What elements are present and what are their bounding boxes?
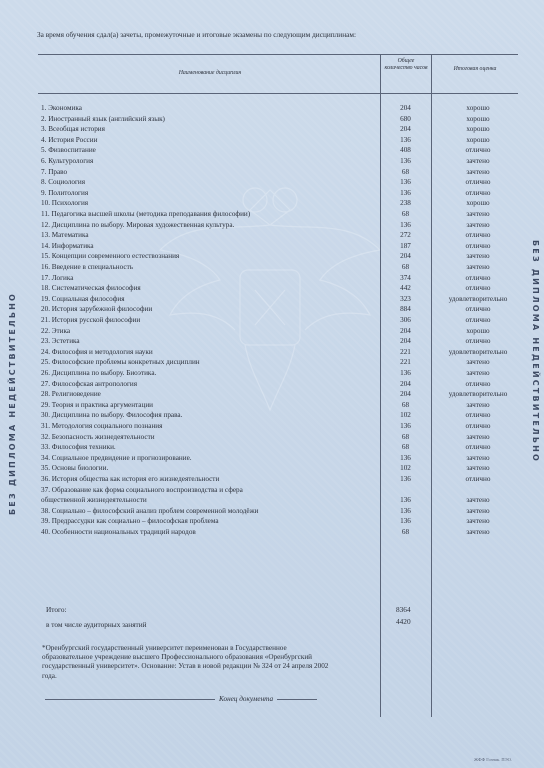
- table-row: [0, 432, 544, 443]
- discipline-hours: 136: [400, 369, 411, 377]
- table-row: [0, 135, 544, 146]
- table-row: [0, 453, 544, 464]
- table-row: [0, 485, 544, 496]
- discipline-grade: зачтено: [466, 464, 490, 473]
- discipline-grade: отлично: [465, 188, 491, 197]
- discipline-grade: отлично: [465, 273, 491, 282]
- discipline-name: 8. Социология: [41, 178, 86, 187]
- discipline-hours: 221: [400, 358, 411, 367]
- discipline-grade: отлично: [465, 443, 491, 452]
- discipline-hours: 374: [400, 273, 411, 282]
- discipline-grade: зачтено: [466, 157, 490, 165]
- table-row: [0, 506, 544, 517]
- discipline-name: 2. Иностранный язык (английский язык): [41, 114, 165, 123]
- table-row: [0, 304, 544, 315]
- discipline-grade: отлично: [465, 316, 491, 324]
- table-row: [0, 156, 544, 167]
- footnote: *Оренбургский государственный университет переименован в Государственное образовательное учреждение высшего Профессионального образования «Оренбургский государственный университет». Основание: Устав в новой редакции № 324 от 24 апреля 2002 года.: [42, 644, 329, 680]
- discipline-grade: отлично: [465, 411, 491, 420]
- discipline-grade: отлично: [465, 146, 491, 155]
- discipline-name: 39. Предрассудки как социально – философская проблема: [41, 517, 219, 526]
- printer-mark: ЖФФ Гознак. ПЭО.: [474, 757, 512, 762]
- end-of-document-label: Конец документа: [219, 695, 274, 703]
- table-row: [0, 198, 544, 209]
- discipline-grade: хорошо: [466, 104, 490, 112]
- table-row: [0, 527, 544, 538]
- discipline-hours: 136: [400, 517, 411, 526]
- discipline-hours: 68: [401, 528, 410, 536]
- discipline-grade: хорошо: [466, 125, 490, 134]
- table-row: [0, 516, 544, 527]
- discipline-name: 20. История зарубежной философии: [41, 305, 153, 314]
- table-row: [0, 145, 544, 156]
- header-hours: Общее количество часов: [384, 58, 428, 71]
- table-row: [0, 262, 544, 273]
- table-row: [0, 347, 544, 358]
- table-row: [0, 495, 544, 506]
- discipline-grade: удовлетворительно: [448, 347, 508, 356]
- discipline-grade: зачтено: [466, 210, 490, 218]
- discipline-grade: зачтено: [466, 263, 490, 271]
- discipline-hours: 68: [401, 400, 410, 409]
- discipline-name: 1. Экономика: [41, 104, 82, 112]
- discipline-grade: зачтено: [466, 528, 490, 536]
- table-row: [0, 442, 544, 453]
- auditorium-value: 4420: [396, 617, 411, 626]
- discipline-grade: отлично: [465, 475, 491, 483]
- discipline-grade: зачтено: [466, 432, 490, 441]
- discipline-hours: 884: [400, 305, 411, 314]
- discipline-name: 38. Социально – философский анализ проблем современной молодёжи: [41, 506, 259, 515]
- table-row: [0, 283, 544, 294]
- table-row: [0, 188, 544, 199]
- table-top-border: [38, 54, 518, 55]
- table-row: [0, 294, 544, 305]
- discipline-hours: 204: [400, 104, 411, 112]
- discipline-grade: хорошо: [466, 135, 490, 144]
- end-of-document: [41, 695, 341, 703]
- discipline-name: 26. Дисциплина по выбору. Биоэтика.: [41, 369, 157, 377]
- discipline-hours: 136: [400, 506, 411, 515]
- discipline-hours: 136: [400, 453, 411, 462]
- discipline-grade: отлично: [465, 379, 491, 388]
- discipline-hours: 442: [400, 284, 411, 293]
- discipline-hours: 323: [400, 294, 411, 303]
- table-row: [0, 410, 544, 421]
- table-row: [0, 421, 544, 432]
- discipline-hours: 680: [400, 114, 411, 123]
- table-row: [0, 241, 544, 252]
- discipline-grade: отлично: [465, 231, 491, 240]
- discipline-name: 40. Особенности национальных традиций народов: [41, 528, 196, 536]
- discipline-hours: 136: [400, 496, 411, 505]
- discipline-name: 33. Философия техники.: [41, 443, 116, 452]
- discipline-name: 3. Всеобщая история: [41, 125, 105, 134]
- discipline-name: 9. Политология: [41, 188, 89, 197]
- table-row: [0, 209, 544, 220]
- table-row: [0, 474, 544, 485]
- auditorium-label: в том числе аудиторных занятий: [46, 620, 147, 629]
- discipline-hours: 68: [401, 167, 410, 176]
- discipline-hours: 204: [400, 125, 411, 134]
- discipline-name: 17. Логика: [41, 273, 74, 282]
- discipline-hours: 136: [400, 157, 411, 165]
- table-row: [0, 463, 544, 474]
- discipline-name: 21. История русской философии: [41, 316, 141, 324]
- discipline-hours: 68: [401, 432, 410, 441]
- discipline-name: 32. Безопасность жизнедеятельности: [41, 432, 155, 441]
- table-row: [0, 177, 544, 188]
- discipline-grade: отлично: [465, 305, 491, 314]
- discipline-grade: зачтено: [466, 252, 490, 261]
- discipline-grade: зачтено: [466, 496, 490, 505]
- discipline-hours: 238: [400, 199, 411, 208]
- discipline-hours: 187: [400, 241, 411, 250]
- header-grade: Итоговая оценка: [453, 66, 497, 72]
- side-warning-right: БЕЗ ДИПЛОМА НЕДЕЙСТВИТЕЛЬНО: [531, 240, 540, 464]
- discipline-name: 23. Эстетика: [41, 337, 80, 346]
- discipline-name: 19. Социальная философия: [41, 294, 125, 303]
- discipline-grade: отлично: [465, 284, 491, 293]
- end-dash-left: [45, 699, 215, 700]
- table-row: [0, 389, 544, 400]
- discipline-name: 18. Систематическая философия: [41, 284, 141, 293]
- discipline-name: 10. Психология: [41, 199, 89, 208]
- discipline-grade: зачтено: [466, 453, 490, 462]
- discipline-hours: 204: [400, 390, 411, 399]
- table-row: [0, 124, 544, 135]
- discipline-grade: отлично: [465, 337, 491, 346]
- discipline-name: 31. Методология социального познания: [41, 422, 163, 430]
- discipline-hours: 204: [400, 337, 411, 346]
- discipline-name: 28. Религиоведение: [41, 390, 101, 399]
- discipline-name: 30. Дисциплина по выбору. Философия права.: [41, 411, 183, 420]
- discipline-name: 37. Образование как форма социального воспроизводства и сфера: [41, 485, 243, 494]
- discipline-hours: 306: [400, 316, 411, 324]
- table-row: [0, 326, 544, 337]
- discipline-hours: 68: [401, 443, 410, 452]
- discipline-hours: 102: [400, 464, 411, 473]
- discipline-name: 4. История России: [41, 135, 98, 144]
- discipline-hours: 204: [400, 379, 411, 388]
- table-row: [0, 273, 544, 284]
- header-discipline: Наименование дисциплин: [178, 70, 242, 76]
- discipline-hours: 136: [400, 220, 411, 229]
- discipline-grade: зачтено: [466, 517, 490, 526]
- discipline-name: 24. Философия и методология науки: [41, 347, 153, 356]
- discipline-grade: отлично: [465, 241, 491, 250]
- discipline-hours: 204: [400, 252, 411, 261]
- discipline-grade: зачтено: [466, 400, 490, 409]
- table-row: [0, 167, 544, 178]
- discipline-name: 29. Теория и практика аргументации: [41, 400, 154, 409]
- discipline-grade: хорошо: [466, 199, 490, 208]
- end-dash-right: [277, 699, 317, 700]
- discipline-name: 14. Информатика: [41, 241, 94, 250]
- discipline-name: 15. Концепции современного естествознания: [41, 252, 180, 261]
- intro-text: За время обучения сдал(а) зачеты, промежуточные и итоговые экзамены по следующим дисциплинам:: [37, 30, 356, 39]
- table-row: [0, 336, 544, 347]
- discipline-name: 35. Основы биологии.: [41, 464, 109, 473]
- table-header-border: [38, 93, 518, 94]
- total-value: 8364: [396, 605, 411, 614]
- table-row: [0, 103, 544, 114]
- discipline-grade: хорошо: [466, 326, 490, 335]
- discipline-grade: удовлетворительно: [448, 390, 508, 399]
- discipline-grade: хорошо: [466, 114, 490, 123]
- discipline-name: 5. Физвоспитание: [41, 146, 96, 155]
- discipline-hours: 136: [400, 422, 411, 430]
- discipline-name: 22. Этика: [41, 326, 71, 335]
- discipline-name: 12. Дисциплина по выбору. Мировая художественная культура.: [41, 220, 235, 229]
- discipline-grade: отлично: [465, 422, 491, 430]
- table-row: [0, 230, 544, 241]
- discipline-hours: 136: [400, 178, 411, 187]
- discipline-name: 11. Педагогика высшей школы (методика преподавания философии): [41, 210, 251, 218]
- discipline-grade: удовлетворительно: [448, 294, 508, 303]
- discipline-grade: зачтено: [466, 506, 490, 515]
- discipline-hours: 68: [401, 210, 410, 218]
- discipline-hours: 408: [400, 146, 411, 155]
- table-row: [0, 251, 544, 262]
- discipline-hours: 102: [400, 411, 411, 420]
- discipline-grade: зачтено: [466, 167, 490, 176]
- discipline-name: 7. Право: [41, 167, 68, 176]
- discipline-grade: зачтено: [466, 358, 490, 367]
- discipline-name: 34. Социальное предвидение и прогнозирование.: [41, 453, 192, 462]
- table-row: [0, 379, 544, 390]
- discipline-name: 13. Математика: [41, 231, 89, 240]
- discipline-grade: зачтено: [466, 220, 490, 229]
- discipline-hours: 68: [401, 263, 410, 271]
- table-row: [0, 114, 544, 125]
- discipline-hours: 136: [400, 475, 411, 483]
- discipline-hours: 221: [400, 347, 411, 356]
- discipline-grade: отлично: [465, 178, 491, 187]
- discipline-hours: 136: [400, 135, 411, 144]
- discipline-hours: 272: [400, 231, 411, 240]
- side-warning-left: БЕЗ ДИПЛОМА НЕДЕЙСТВИТЕЛЬНО: [8, 291, 17, 515]
- table-row: [0, 220, 544, 231]
- discipline-name: 27. Философская антропология: [41, 379, 138, 388]
- discipline-hours: 136: [400, 188, 411, 197]
- discipline-name: 25. Философские проблемы конкретных дисциплин: [41, 358, 200, 367]
- discipline-hours: 204: [400, 326, 411, 335]
- table-row: [0, 368, 544, 379]
- total-label: Итого:: [46, 605, 67, 614]
- discipline-name: общественной жизнедеятельности: [41, 496, 147, 505]
- table-row: [0, 357, 544, 368]
- discipline-name: 36. История общества как история его жизнедеятельности: [41, 475, 220, 483]
- table-row: [0, 400, 544, 411]
- discipline-grade: зачтено: [466, 369, 490, 377]
- discipline-name: 6. Культурология: [41, 157, 94, 165]
- discipline-name: 16. Введение в специальность: [41, 263, 134, 271]
- table-row: [0, 315, 544, 326]
